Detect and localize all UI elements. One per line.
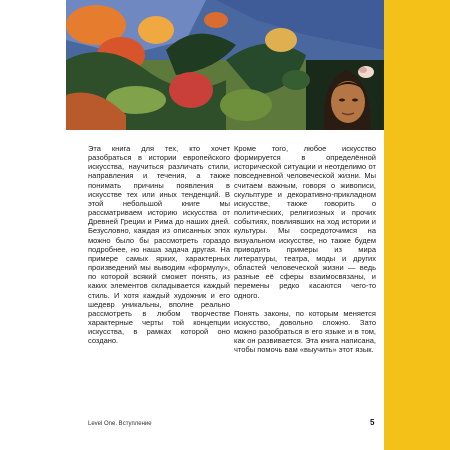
- text-column-right: [234, 144, 376, 354]
- paragraph: Эта книга для тех, кто хочет разобраться в истории европейского искусства, научиться различать стили, направления и течения, а также понимать причины появления в искусстве тех или иных тенденций. В этой небольшой книге мы рассматриваем историю искусства от Древней Греции и Рима до наших дней. Безусловно, каждая из описанных эпох можно было бы рассмотреть гораздо подробнее, но наша задача другая. На примере самых ярких, характерных произведений мы выводим «формулу», по которой всякий сможет понять, из каких элементов складывается каждый стиль. И хотя каждый художник и его шедевр уникальны, вполне реально рассмотреть в любом творчестве характерные черты той концепции искусства, в рамках которой оно создано.: [88, 144, 230, 346]
- paragraph: Понять законы, по которым меняется искусство, довольно сложно. Зато можно разобраться в его языке и в том, как он развивается. Эта книга написана, чтобы помочь вам «выучить» этот язык.: [234, 308, 376, 355]
- page-number: 5: [370, 418, 375, 427]
- header-painting-image: [66, 0, 384, 130]
- text-column-left: [88, 144, 230, 345]
- running-footer: Level One. Вступление: [88, 421, 152, 427]
- yellow-accent-band: [384, 0, 450, 450]
- paragraph: Кроме того, любое искусство формируется в определённой исторической ситуации и неотделимо от повседневной человеческой жизни. Мы считаем важным, говоря о живописи, скульптуре и декоративно-прикладном искусстве, также говорить о политических, религиозных и прочих событиях, повлиявших на ход истории и культуры. Мы сосредоточимся на визуальном искусстве, но также будем приводить примеры из мира литературы, театра, моды и других областей человеческой жизни — ведь разные её сферы взаимосвязаны, и перемены редко касаются чего-то одного.: [234, 144, 376, 300]
